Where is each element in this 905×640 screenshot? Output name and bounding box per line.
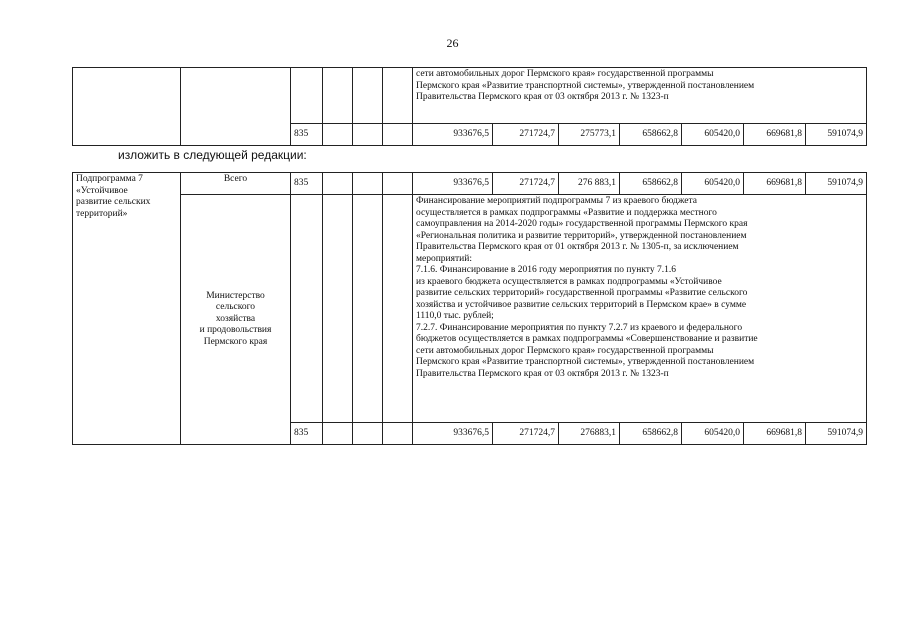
- desc-line: осуществляется в рамках подпрограммы «Развитие и поддержка местного: [416, 207, 717, 218]
- top-desc-line: сети автомобильных дорог Пермского края» государственной программы: [416, 69, 714, 79]
- budget-code: 835: [291, 124, 323, 146]
- bottom-table: [72, 172, 867, 445]
- ministry-desc-row: [73, 195, 867, 423]
- value-cell: 275773,1: [559, 124, 620, 146]
- value-cell: 669681,8: [744, 173, 806, 195]
- value-cell: 276 883,1: [559, 173, 620, 195]
- value-cell: 933676,5: [413, 423, 493, 445]
- top-description: [413, 68, 867, 124]
- top-desc-line: Пермского края «Развитие транспортной системы», утвержденной постановлением: [416, 80, 755, 91]
- value-cell: 605420,0: [682, 423, 744, 445]
- program-line: Подпрограмма 7: [76, 174, 143, 184]
- ministry-line: хозяйства: [215, 313, 256, 324]
- total-label: Всего: [181, 173, 291, 195]
- value-cell: 271724,7: [493, 423, 559, 445]
- financing-description: [413, 195, 867, 423]
- value-cell: 658662,8: [620, 124, 682, 146]
- page-number: 26: [446, 36, 459, 50]
- top-code-cell: [291, 68, 323, 124]
- desc-line: хозяйства и устойчивое развитие сельских территорий в Пермском крае» в сумме: [416, 299, 747, 310]
- budget-code: 835: [291, 173, 323, 195]
- desc-line: Правительства Пермского края от 01 октября 2013 г. № 1305-п, за исключением: [416, 242, 739, 252]
- desc-line: Финансирование мероприятий подпрограммы 7 из краевого бюджета: [416, 196, 697, 206]
- value-cell: 658662,8: [620, 423, 682, 445]
- program-line: территорий»: [76, 208, 128, 219]
- ministry-line: Министерство: [206, 290, 265, 301]
- desc-line: «Региональная политика и развитие территорий», утвержденной постановлением: [416, 230, 747, 241]
- value-cell: 591074,9: [806, 124, 867, 146]
- value-cell: 591074,9: [806, 173, 867, 195]
- value-cell: 669681,8: [744, 124, 806, 146]
- value-cell: 271724,7: [493, 124, 559, 146]
- value-cell: 591074,9: [806, 423, 867, 445]
- top-program-cell: [73, 68, 181, 146]
- desc-line: бюджетов осуществляется в рамках подпрограммы «Совершенствование и развитие: [416, 334, 758, 344]
- desc-line: сети автомобильных дорог Пермского края» государственной программы: [416, 345, 714, 356]
- desc-line: Пермского края «Развитие транспортной системы», утвержденной постановлением: [416, 357, 755, 367]
- ministry-line: сельского: [215, 302, 256, 313]
- top-desc-line: Правительства Пермского края от 03 октября 2013 г. № 1323-п: [416, 92, 669, 102]
- value-cell: 605420,0: [682, 173, 744, 195]
- ministry-line: Пермского края: [203, 336, 268, 347]
- desc-line: 7.2.7. Финансирование мероприятия по пункту 7.2.7 из краевого и федерального: [416, 322, 743, 333]
- top-ministry-cell: [181, 68, 291, 146]
- ministry-cell: [181, 195, 291, 445]
- value-cell: 933676,5: [413, 124, 493, 146]
- program-line: «Устойчивое: [76, 185, 128, 196]
- desc-line: мероприятий:: [416, 253, 472, 264]
- desc-line: развитие сельских территорий» государственной программы «Развитие сельского: [416, 288, 748, 298]
- desc-line: Правительства Пермского края от 03 октября 2013 г. № 1323-п: [416, 368, 669, 379]
- value-cell: 658662,8: [620, 173, 682, 195]
- ministry-line: и продовольствия: [199, 325, 272, 336]
- desc-line: 1110,0 тыс. рублей;: [416, 311, 494, 321]
- desc-line: из краевого бюджета осуществляется в рамках подпрограммы «Устойчивое: [416, 276, 722, 287]
- top-table: [72, 67, 867, 146]
- budget-code: 835: [291, 423, 323, 445]
- value-cell: 933676,5: [413, 173, 493, 195]
- value-cell: 271724,7: [493, 173, 559, 195]
- total-row: [73, 173, 867, 195]
- program-name-cell: [73, 173, 181, 445]
- replace-note: изложить в следующей редакции:: [118, 148, 307, 162]
- program-line: развитие сельских: [76, 197, 151, 207]
- desc-line: самоуправления на 2014-2020 годы» государственной программы Пермского края: [416, 219, 748, 229]
- value-cell: 669681,8: [744, 423, 806, 445]
- top-desc-row: [73, 68, 867, 124]
- desc-line: 7.1.6. Финансирование в 2016 году мероприятия по пункту 7.1.6: [416, 265, 676, 275]
- value-cell: 276883,1: [559, 423, 620, 445]
- value-cell: 605420,0: [682, 124, 744, 146]
